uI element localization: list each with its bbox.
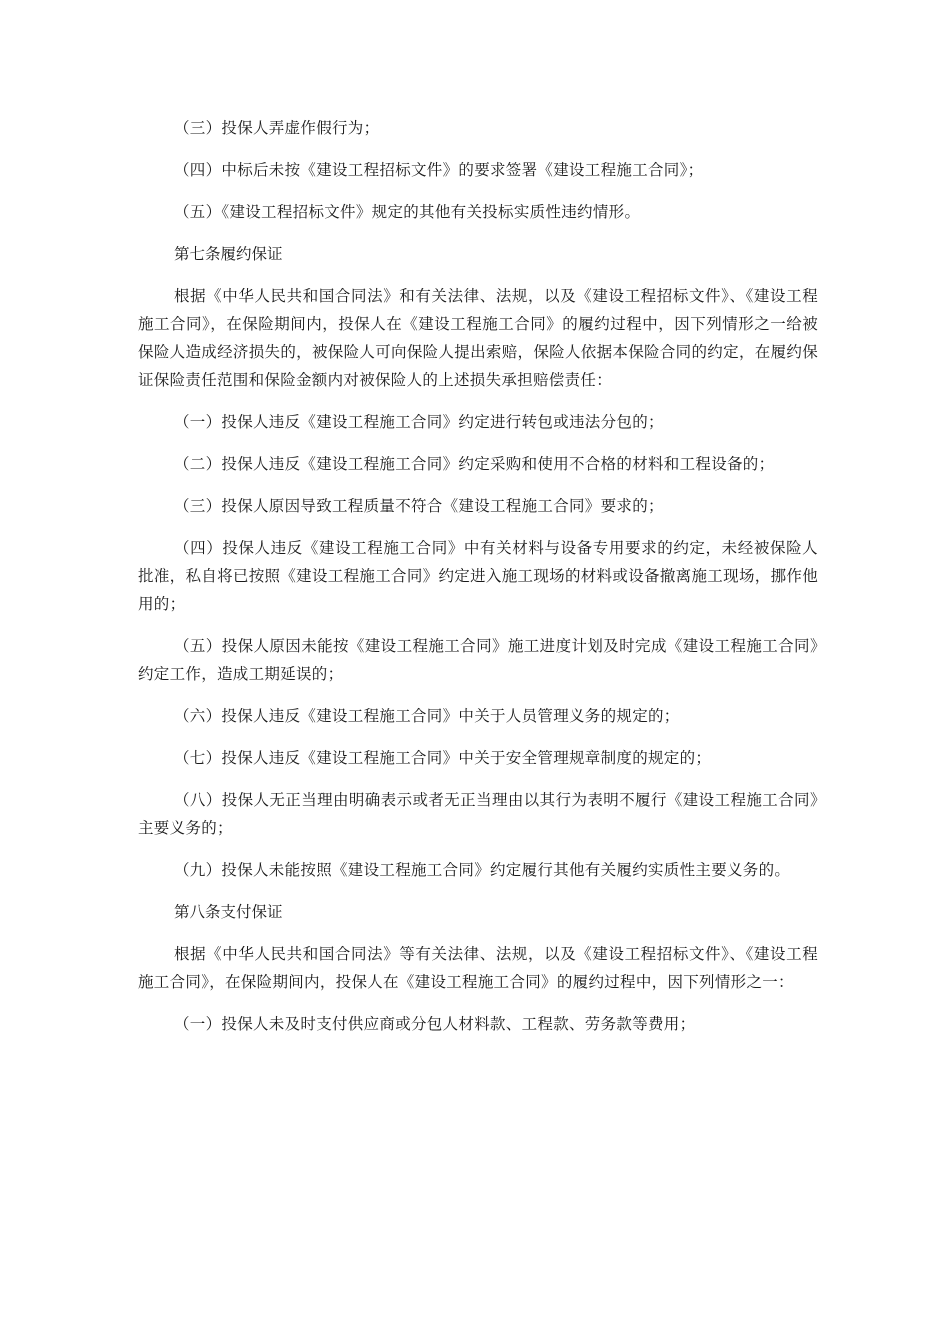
article-7-item-5: （五）投保人原因未能按《建设工程施工合同》施工进度计划及时完成《建设工程施工合同》约定工作，造成工期延误的； (138, 637, 818, 683)
article-7-item-6: （六）投保人违反《建设工程施工合同》中关于人员管理义务的规定的； (174, 707, 680, 725)
clause-item-5-other-bid-breach: （五）《建设工程招标文件》规定的其他有关投标实质性违约情形。 (174, 203, 641, 221)
article-8-item-1: （一）投保人未及时支付供应商或分包人材料款、工程款、劳务款等费用； (174, 1015, 696, 1033)
article-7-intro: 根据《中华人民共和国合同法》和有关法律、法规，以及《建设工程招标文件》、《建设工程施工合同》，在保险期间内，投保人在《建设工程施工合同》的履约过程中，因下列情形之一给被保险人造成经济损失的，被保险人可向保险人提出索赔，保险人依据本保险合同的约定，在履约保证保险责任范围和保险金额内对被保险人的上述损失承担赔偿责任： (138, 287, 818, 389)
article-7-item-4: （四）投保人违反《建设工程施工合同》中有关材料与设备专用要求的约定，未经被保险人批准，私自将已按照《建设工程施工合同》约定进入施工现场的材料或设备撤离施工现场，挪作他用的； (138, 539, 818, 613)
clause-item-4-unsigned-contract: （四）中标后未按《建设工程招标文件》的要求签署《建设工程施工合同》； (174, 161, 704, 179)
article-7-item-2: （二）投保人违反《建设工程施工合同》约定采购和使用不合格的材料和工程设备的； (174, 455, 775, 473)
article-8-heading: 第八条支付保证 (174, 903, 283, 921)
article-7-item-1: （一）投保人违反《建设工程施工合同》约定进行转包或违法分包的； (174, 413, 664, 431)
article-7-heading: 第七条履约保证 (174, 245, 283, 263)
article-7-item-8: （八）投保人无正当理由明确表示或者无正当理由以其行为表明不履行《建设工程施工合同》主要义务的； (138, 791, 818, 837)
article-8-intro: 根据《中华人民共和国合同法》等有关法律、法规，以及《建设工程招标文件》、《建设工程施工合同》，在保险期间内，投保人在《建设工程施工合同》的履约过程中，因下列情形之一： (138, 945, 818, 991)
article-7-item-9: （九）投保人未能按照《建设工程施工合同》约定履行其他有关履约实质性主要义务的。 (174, 861, 791, 879)
article-7-item-3: （三）投保人原因导致工程质量不符合《建设工程施工合同》要求的； (174, 497, 664, 515)
clause-item-3-fraud: （三）投保人弄虚作假行为； (174, 119, 380, 137)
article-7-item-7: （七）投保人违反《建设工程施工合同》中关于安全管理规章制度的规定的； (174, 749, 712, 767)
document-body (138, 114, 818, 1052)
